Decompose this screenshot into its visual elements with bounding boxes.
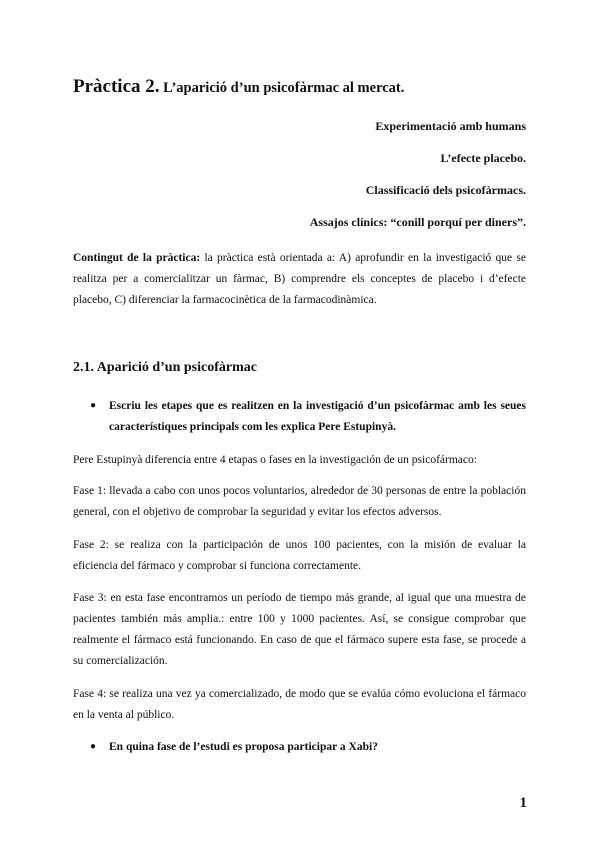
bullet-icon: ● (90, 741, 97, 752)
question-text: En quina fase de l’estudi es proposa participar a Xabi? (109, 741, 378, 753)
question-item (90, 737, 526, 758)
topic-item: Experimentació amb humans (375, 119, 526, 133)
fase-paragraph: Fase 2: se realiza con la participación de unos 100 pacientes, con la misión de evaluar la eficiencia del fármaco y comprobar si funciona correctamente. (73, 539, 526, 572)
page-title (73, 76, 404, 98)
intro-paragraph: Pere Estupinyà diferencia entre 4 etapas o fases en la investigación de un psicofármaco: (73, 454, 477, 466)
contingut-label: Contingut de la pràctica: (73, 252, 201, 264)
page-number: 1 (519, 795, 527, 811)
question-text: Escriu les etapes que es realitzen en la investigació d’un psicofàrmac amb les seues característiques principals com les explica Pere Estupinyà. (109, 400, 526, 433)
bullet-icon: ● (90, 400, 97, 411)
topic-list (310, 118, 526, 246)
topic-item: L’efecte placebo. (440, 151, 526, 165)
fase-paragraph: Fase 3: en esta fase encontramos un período de tiempo más grande, al igual que una muestra de pacientes también más amplia.: entre 100 y 1000 pacientes. Así, se consigue comprobar que realmente el fármaco está funcionando. En caso de que el fármaco supere esta fase, se procede a su comercialización. (73, 592, 526, 667)
contingut-text: la pràctica està orientada a: A) aprofundir en la investigació que se realitza per a comercialitzar un fàrmac, B) comprendre els conceptes de placebo i d’efecte placebo, C) diferenciar la farmacocinètica de la farmacodinàmica. (73, 252, 526, 306)
contingut-paragraph (73, 248, 526, 311)
fase-paragraph: Fase 4: se realiza una vez ya comercializado, de modo que se evalúa cómo evoluciona el fármaco en la venta al público. (73, 688, 526, 721)
title-prefix: Pràctica 2. (73, 76, 160, 97)
section-heading: 2.1. Aparició d’un psicofàrmac (73, 360, 257, 375)
question-item (90, 396, 526, 438)
topic-item: Assajos clínics: “conill porquí per diners”. (309, 215, 526, 229)
title-text: L’aparició d’un psicofàrmac al mercat. (159, 80, 405, 96)
topic-item: Classificació dels psicofàrmacs. (365, 183, 526, 197)
fase-paragraph: Fase 1: llevada a cabo con unos pocos voluntarios, alrededor de 30 personas de entre la población general, con el objetivo de comprobar la seguridad y evitar los efectos adversos. (73, 485, 526, 518)
